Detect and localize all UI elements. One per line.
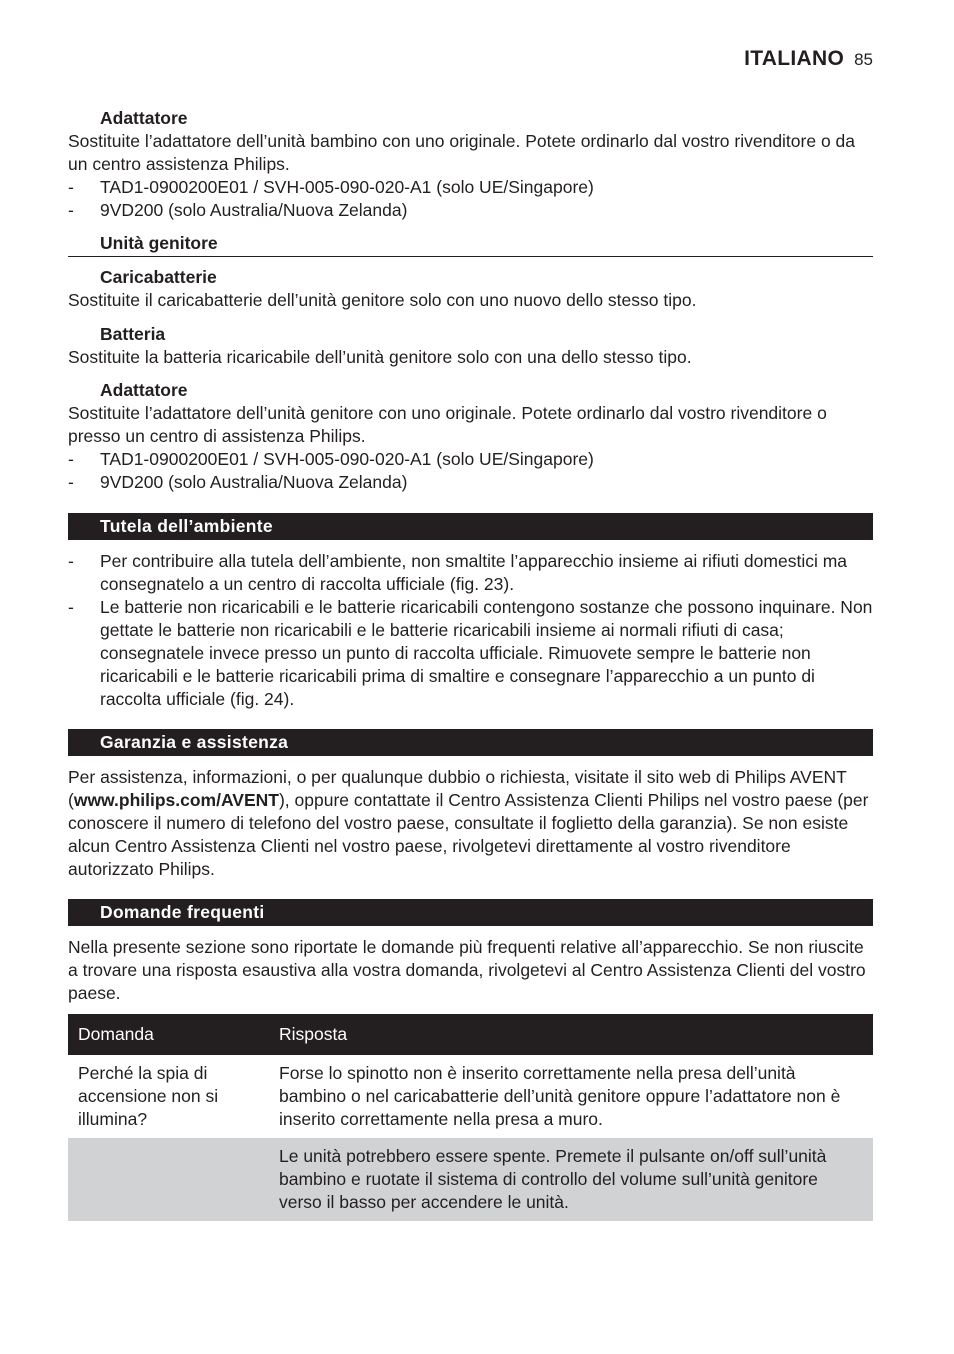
warranty-text-before: Per assistenza, informazioni, o per qualunque dubbio o richiesta, visitate il sito web di Philips AVENT ( bbox=[68, 767, 847, 810]
section-heading-parent-unit: Unità genitore bbox=[68, 232, 873, 257]
list-item: - Per contribuire alla tutela dell’ambiente, non smaltite l’apparecchio insieme ai rifiuti domestici ma consegnatelo a un centro di raccolta ufficiale (fig. 23). bbox=[68, 550, 873, 596]
warranty-section bbox=[68, 729, 873, 881]
faq-section bbox=[68, 899, 873, 1005]
parent-adapter-text: Sostituite l’adattatore dell’unità genitore con uno originale. Potete ordinarlo dal vostro rivenditore o presso un centro di assistenza Philips. bbox=[68, 403, 827, 446]
faq-question: Perché la spia di accensione non si illumina? bbox=[78, 1063, 219, 1129]
warranty-text-after: ), oppure contattate il Centro Assistenza Clienti Philips nel vostro paese (per conoscere il numero di telefono del vostro paese, consultate il foglietto della garanzia). Se non esiste alcun Centro Assistenza Clienti nel vostro paese, rivolgetevi direttamente al vostro rivenditore autorizzato Philips. bbox=[68, 790, 869, 879]
page-header bbox=[744, 47, 873, 71]
section-bar-faq: Domande frequenti bbox=[68, 899, 873, 926]
faq-answer: Le unità potrebbero essere spente. Premete il pulsante on/off sull’unità bambino e ruotate il sistema di controllo del volume sull’unità genitore verso il basso per accendere le unità. bbox=[269, 1138, 873, 1221]
environment-list bbox=[68, 550, 873, 711]
parent-unit-heading bbox=[68, 232, 873, 257]
faq-answer: Forse lo spinotto non è inserito correttamente nella presa dell’unità bambino o nel caricabatterie dell’unità genitore oppure l’adattatore non è inserito correttamente nella presa a muro. bbox=[279, 1063, 841, 1129]
warranty-text bbox=[68, 766, 873, 881]
subheading-adapter: Adattatore bbox=[100, 380, 188, 400]
table-row bbox=[68, 1055, 873, 1138]
faq-question bbox=[68, 1138, 269, 1221]
language-label: ITALIANO bbox=[744, 47, 845, 70]
list-item: - 9VD200 (solo Australia/Nuova Zelanda) bbox=[68, 471, 873, 494]
parent-battery-block bbox=[68, 323, 873, 369]
parent-charger-text: Sostituite il caricabatterie dell’unità genitore solo con uno nuovo dello stesso tipo. bbox=[68, 290, 697, 310]
subheading-battery: Batteria bbox=[100, 324, 166, 344]
baby-adapter-block bbox=[68, 107, 873, 222]
subheading-charger: Caricabatterie bbox=[100, 267, 217, 287]
section-bar-warranty: Garanzia e assistenza bbox=[68, 729, 873, 756]
philips-avent-link[interactable]: www.philips.com/AVENT bbox=[73, 790, 279, 810]
section-bar-environment: Tutela dell’ambiente bbox=[68, 513, 873, 540]
column-header-answer: Risposta bbox=[269, 1014, 873, 1055]
baby-adapter-list bbox=[68, 176, 873, 222]
faq-table bbox=[68, 1014, 873, 1221]
parent-charger-block bbox=[68, 266, 873, 312]
baby-adapter-text: Sostituite l’adattatore dell’unità bambino con uno originale. Potete ordinarlo dal vostro rivenditore o da un centro assistenza Philips. bbox=[68, 131, 856, 174]
list-item: - Le batterie non ricaricabili e le batterie ricaricabili contengono sostanze che possono inquinare. Non gettate le batterie non ricaricabili e le batterie ricaricabili insieme ai normali rifiuti di casa; consegnatele invece presso un punto di raccolta ufficiale. Rimuovete sempre le batterie non ricaricabili e le batterie ricaricabili prima di smaltire e consegnare l’apparecchio a un punto di raccolta ufficiale (fig. 24). bbox=[68, 596, 873, 711]
subheading-adapter: Adattatore bbox=[100, 108, 188, 128]
parent-adapter-list bbox=[68, 448, 873, 494]
table-row bbox=[68, 1138, 873, 1221]
table-header-row bbox=[68, 1014, 873, 1055]
column-header-question: Domanda bbox=[68, 1014, 269, 1055]
page-number: 85 bbox=[854, 50, 873, 69]
parent-battery-text: Sostituite la batteria ricaricabile dell’unità genitore solo con una dello stesso tipo. bbox=[68, 347, 692, 367]
faq-table-wrapper bbox=[68, 1014, 873, 1221]
list-item: - 9VD200 (solo Australia/Nuova Zelanda) bbox=[68, 199, 873, 222]
list-item: - TAD1-0900200E01 / SVH-005-090-020-A1 (solo UE/Singapore) bbox=[68, 448, 873, 471]
list-item: - TAD1-0900200E01 / SVH-005-090-020-A1 (solo UE/Singapore) bbox=[68, 176, 873, 199]
parent-adapter-block bbox=[68, 379, 873, 494]
environment-section bbox=[68, 513, 873, 711]
faq-intro: Nella presente sezione sono riportate le domande più frequenti relative all’apparecchio. Se non riuscite a trovare una risposta esaustiva alla vostra domanda, rivolgetevi al Centro Assistenza Clienti del vostro paese. bbox=[68, 937, 866, 1003]
